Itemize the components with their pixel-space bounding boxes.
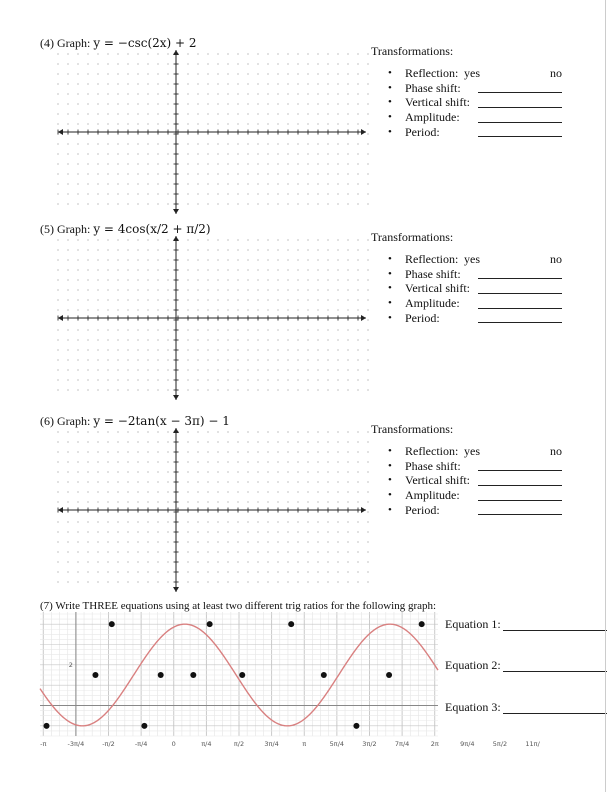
no-option[interactable]: no — [550, 444, 562, 458]
x-axis-left-arrow-icon — [58, 129, 63, 135]
x-tick-label: π/4 — [201, 740, 212, 748]
graph-point — [44, 723, 50, 729]
graph-point — [386, 672, 392, 678]
grid-dots — [57, 53, 368, 204]
blank-coordinate-grid[interactable] — [54, 426, 374, 594]
page-edge — [605, 0, 606, 792]
answer-blank[interactable] — [478, 500, 562, 501]
x-tick-label: π/2 — [233, 740, 245, 748]
vertical-shift-item: • Vertical shift: — [386, 281, 566, 296]
equation-2-label: Equation 2: — [445, 658, 501, 672]
bullet-icon: • — [388, 474, 392, 487]
x-axis-right-arrow-icon — [361, 507, 366, 513]
x-tick-label: -3π/4 — [67, 740, 85, 748]
answer-blank[interactable] — [478, 322, 562, 323]
no-option[interactable]: no — [550, 252, 562, 266]
phase-shift-item: • Phase shift: — [386, 267, 566, 282]
transformations-list — [386, 444, 566, 517]
graph-point — [353, 723, 359, 729]
answer-blank[interactable] — [478, 122, 562, 123]
bullet-icon: • — [388, 489, 392, 502]
x-tick-label: 0 — [171, 740, 176, 748]
transformations-list — [386, 66, 566, 139]
bullet-icon: • — [388, 503, 392, 516]
answer-blank[interactable] — [478, 470, 562, 471]
answer-blank[interactable] — [478, 293, 562, 294]
transformations-heading: Transformations: — [371, 44, 454, 58]
problem-equation: y = −csc(2x) + 2 — [93, 36, 197, 50]
answer-blank[interactable] — [478, 92, 562, 93]
reflection-item: • Reflection: yes no — [388, 66, 562, 80]
yes-option[interactable]: yes — [464, 66, 480, 80]
vertical-shift-item: • Vertical shift: — [386, 95, 566, 110]
x-tick-label: 7π/4 — [394, 740, 410, 748]
amplitude-item: • Amplitude: — [386, 488, 566, 503]
graph-point — [109, 621, 115, 627]
y-tick-label: 2 — [68, 660, 73, 669]
bullet-icon: • — [388, 297, 392, 310]
problem-5 — [0, 222, 612, 412]
bullet-icon: • — [388, 253, 392, 265]
transformations-list — [386, 252, 566, 325]
period-item: • Period: — [386, 125, 566, 140]
answer-blank[interactable] — [478, 107, 562, 108]
axis-ticks — [58, 432, 358, 582]
problem-equation: y = 4cos(x/2 + π/2) — [93, 222, 211, 236]
graph-point — [288, 621, 294, 627]
graph-point — [141, 723, 147, 729]
axis-ticks — [58, 240, 358, 390]
problem-label: (4) Graph: — [40, 36, 91, 50]
problem-6 — [0, 414, 612, 604]
answer-blank[interactable] — [478, 485, 562, 486]
graph-point — [92, 672, 98, 678]
answer-blank[interactable] — [478, 514, 562, 515]
axis-ticks — [58, 54, 358, 204]
amplitude-item: • Amplitude: — [386, 110, 566, 125]
x-axis-left-arrow-icon — [58, 507, 63, 513]
bullet-icon: • — [388, 81, 392, 94]
y-axis-down-arrow-icon — [173, 395, 179, 400]
bullet-icon: • — [388, 445, 392, 457]
equation-3-blank[interactable] — [503, 713, 607, 714]
equation-3-label: Equation 3: — [445, 700, 501, 714]
x-tick-label: 3π/2 — [362, 740, 377, 748]
problem-label: (5) Graph: — [40, 222, 91, 236]
graph-point — [207, 621, 213, 627]
y-axis-up-arrow-icon — [173, 428, 179, 433]
graph-gridlines — [40, 612, 438, 736]
answer-blank[interactable] — [478, 308, 562, 309]
bullet-icon: • — [388, 96, 392, 109]
bullet-icon: • — [388, 282, 392, 295]
problem-equation: y = −2tan(x − 3π) − 1 — [93, 414, 230, 428]
equation-1-blank[interactable] — [503, 630, 607, 631]
transformations-heading: Transformations: — [371, 422, 454, 436]
x-tick-label: -π/2 — [102, 740, 115, 748]
graph-point — [190, 672, 196, 678]
x-tick-label: 2π — [430, 740, 439, 748]
phase-shift-item: • Phase shift: — [386, 459, 566, 474]
transformations-heading: Transformations: — [371, 230, 454, 244]
x-tick-label: -π — [40, 740, 47, 748]
x-axis-right-arrow-icon — [361, 129, 366, 135]
amplitude-item: • Amplitude: — [386, 296, 566, 311]
problem-label: (6) Graph: — [40, 414, 91, 428]
no-option[interactable]: no — [550, 66, 562, 80]
grid-dots — [57, 431, 368, 582]
graph-point — [419, 621, 425, 627]
y-axis-up-arrow-icon — [173, 50, 179, 55]
equation-2-blank[interactable] — [503, 671, 607, 672]
y-axis-up-arrow-icon — [173, 236, 179, 241]
x-tick-label: 5π/4 — [329, 740, 345, 748]
x-tick-label: 5π/2 — [492, 740, 508, 748]
answer-blank[interactable] — [478, 278, 562, 279]
x-tick-label: 3π/4 — [264, 740, 279, 748]
y-axis-down-arrow-icon — [173, 587, 179, 592]
vertical-shift-item: • Vertical shift: — [386, 473, 566, 488]
x-axis-right-arrow-icon — [361, 315, 366, 321]
graph-point — [239, 672, 245, 678]
x-tick-label: 11π/ — [525, 740, 540, 748]
equation-3-line — [445, 700, 607, 715]
bullet-icon: • — [388, 67, 392, 79]
graph-point — [158, 672, 164, 678]
reflection-item: • Reflection: yes no — [388, 252, 562, 266]
answer-blank[interactable] — [478, 136, 562, 137]
graph-point — [321, 672, 327, 678]
phase-shift-item: • Phase shift: — [386, 81, 566, 96]
x-tick-labels — [40, 740, 540, 748]
x-tick-label: -π/4 — [134, 740, 148, 748]
yes-option[interactable]: yes — [464, 444, 480, 458]
bullet-icon: • — [388, 459, 392, 472]
yes-option[interactable]: yes — [464, 252, 480, 266]
problem-7-prompt: (7) Write THREE equations using at least two different trig ratios for the following graph: — [40, 600, 437, 612]
period-item: • Period: — [386, 311, 566, 326]
bullet-icon: • — [388, 267, 392, 280]
y-axis-down-arrow-icon — [173, 209, 179, 214]
bullet-icon: • — [388, 111, 392, 124]
period-item: • Period: — [386, 503, 566, 518]
bullet-icon: • — [388, 311, 392, 324]
problem-4 — [0, 36, 612, 226]
blank-coordinate-grid[interactable] — [54, 48, 374, 216]
bullet-icon: • — [388, 125, 392, 138]
equation-2-line — [445, 658, 607, 673]
equation-1-label: Equation 1: — [445, 617, 501, 631]
blank-coordinate-grid[interactable] — [54, 234, 374, 402]
x-axis-left-arrow-icon — [58, 315, 63, 321]
grid-dots — [57, 239, 368, 390]
equation-1-line — [445, 617, 607, 632]
x-tick-label: π — [302, 740, 307, 748]
x-tick-label: 9π/4 — [460, 740, 475, 748]
reflection-item: • Reflection: yes no — [388, 444, 562, 458]
